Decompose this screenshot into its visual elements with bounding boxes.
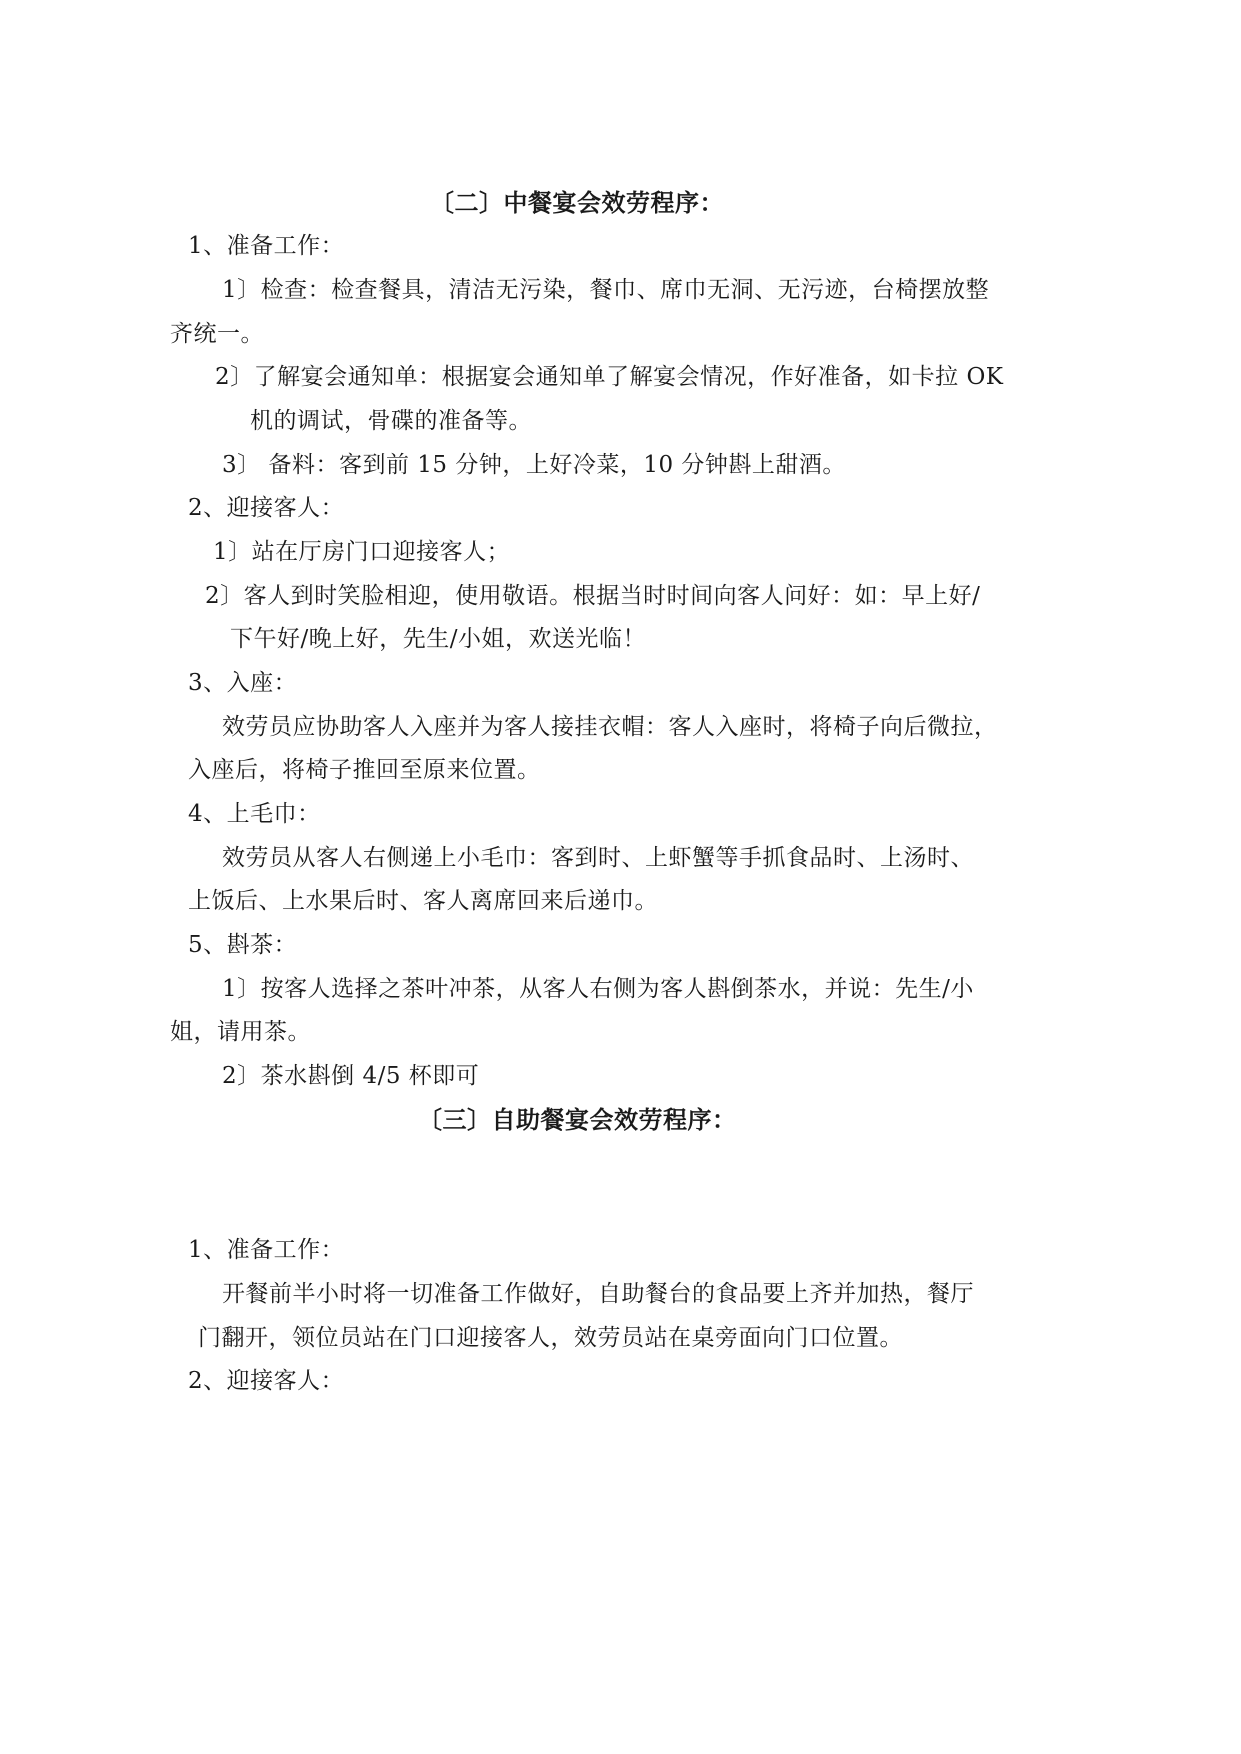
s2-item5-p1-line2: 姐，请用茶。 (170, 1019, 311, 1045)
s3-item1-p-line2: 门翻开，领位员站在门口迎接客人，效劳员站在桌旁面向门口位置。 (198, 1325, 903, 1351)
section3-title: 〔三〕自助餐宴会效劳程序： (418, 1105, 737, 1134)
s2-item1-p2-line2: 机的调试，骨碟的准备等。 (250, 408, 532, 434)
s2-item4-heading: 4、上毛巾： (188, 801, 321, 827)
s2-item1-p2-line1: 2〕了解宴会通知单：根据宴会通知单了解宴会情况，作好准备，如卡拉 OK (215, 364, 1004, 390)
s2-item1-p3: 3〕 备料：客到前 15 分钟，上好冷菜，10 分钟斟上甜酒。 (222, 452, 846, 478)
s2-item1-p1-line2: 齐统一。 (170, 321, 264, 347)
s2-item2-heading: 2、迎接客人： (188, 495, 345, 521)
s3-item1-p-line1: 开餐前半小时将一切准备工作做好，自助餐台的食品要上齐并加热，餐厅 (222, 1281, 974, 1307)
s2-item2-p1: 1〕站在厅房门口迎接客人； (213, 539, 511, 565)
s3-item2-heading: 2、迎接客人： (188, 1368, 345, 1394)
s2-item3-heading: 3、入座： (188, 670, 298, 696)
s2-item5-p2: 2〕茶水斟倒 4/5 杯即可 (222, 1063, 480, 1089)
s3-item1-heading: 1、准备工作： (188, 1237, 345, 1263)
s2-item5-heading: 5、斟茶： (188, 932, 298, 958)
s2-item1-p1-line1: 1〕检查：检查餐具，清洁无污染，餐巾、席巾无洞、无污迹，台椅摆放整 (222, 277, 990, 303)
s2-item4-p-line1: 效劳员从客人右侧递上小毛巾：客到时、上虾蟹等手抓食品时、上汤时、 (222, 845, 974, 871)
s2-item3-p-line2: 入座后，将椅子推回至原来位置。 (188, 757, 541, 783)
s2-item4-p-line2: 上饭后、上水果后时、客人离席回来后递巾。 (188, 888, 658, 914)
s2-item2-p2-line2: 下午好/晚上好，先生/小姐，欢送光临！ (230, 626, 646, 652)
section2-title: 〔二〕中餐宴会效劳程序： (430, 188, 724, 217)
s2-item2-p2-line1: 2〕客人到时笑脸相迎，使用敬语。根据当时时间向客人问好：如：早上好/ (205, 583, 981, 609)
s2-item3-p-line1: 效劳员应协助客人入座并为客人接挂衣帽：客人入座时，将椅子向后微拉， (222, 714, 998, 740)
s2-item1-heading: 1、准备工作： (188, 233, 345, 259)
s2-item5-p1-line1: 1〕按客人选择之茶叶冲茶，从客人右侧为客人斟倒茶水，并说：先生/小 (222, 976, 974, 1002)
